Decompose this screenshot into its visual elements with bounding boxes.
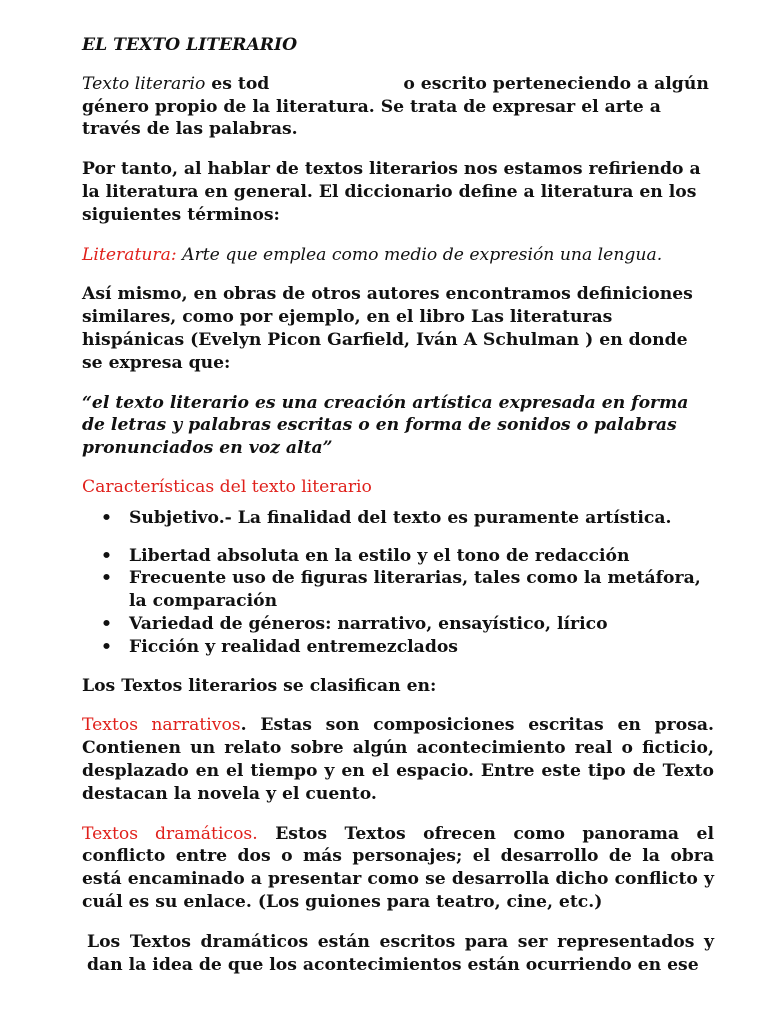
list-item: • Libertad absoluta en la estilo y el tono de redacción [101, 545, 630, 566]
intro-paragraph [82, 73, 714, 141]
definition-paragraph [82, 244, 714, 267]
list-item: • Subjetivo.- La finalidad del texto es puramente artística. [101, 507, 672, 528]
list-item: • Variedad de géneros: narrativo, ensayístico, lírico [101, 613, 608, 634]
last-paragraph: Los Textos dramáticos están escritos para ser representados y dan la idea de que los acontecimientos están ocurriendo en ese [87, 931, 714, 975]
definition-text: Arte que emplea como medio de expresión una lengua. [176, 244, 663, 265]
intro-text-end: o escrito perteneciendo a algún género propio de la literatura. Se trata de expresar el arte a través de las palabras. [82, 73, 709, 140]
dramatic-paragraph [82, 823, 714, 914]
narrative-paragraph [82, 714, 714, 805]
list-item: • Frecuente uso de figuras literarias, tales como la metáfora, la comparación [101, 568, 701, 612]
definition-label: Literatura: [82, 244, 177, 265]
bullet-icon: • [101, 507, 112, 528]
document-title: EL TEXTO LITERARIO [82, 35, 298, 55]
intro-term: Texto literario [82, 73, 206, 94]
classify-paragraph: Los Textos literarios se clasifican en: [82, 675, 437, 696]
dramatic-label: Textos dramáticos. [82, 823, 258, 844]
paragraph-authors: Así mismo, en obras de otros autores encontramos definiciones similares, como por ejemplo, en el libro Las literaturas hispánicas (Evelyn Picon Garfield, Iván A Schulman ) en donde se expresa que: [82, 284, 693, 373]
bullet-icon: • [101, 568, 112, 589]
bullet-icon: • [101, 545, 112, 566]
bullet-icon: • [101, 636, 112, 657]
narrative-label: Textos narrativos [82, 715, 241, 736]
dramatic-text: Estos Textos ofrecen como panorama el conflicto entre dos o más personajes; el desarrollo de la obra está encaminado a presentar como se desarrolla dicho conflicto y cuál es su enlace. (Los guiones para teatro, cine, etc.) [82, 823, 714, 912]
list-item: • Ficción y realidad entremezclados [101, 636, 458, 657]
quote-paragraph: “el texto literario es una creación artística expresada en forma de letras y palabras escritas o en forma de sonidos o palabras pronunciados en voz alta” [82, 392, 689, 459]
features-list [82, 507, 714, 659]
intro-text-start: es tod [205, 73, 270, 94]
paragraph-literature: Por tanto, al hablar de textos literarios nos estamos refiriendo a la literatura en general. El diccionario define a literatura en los siguientes términos: [82, 159, 701, 225]
bullet-icon: • [101, 613, 112, 634]
features-heading: Características del texto literario [82, 476, 372, 497]
narrative-text: . Estas son composiciones escritas en prosa. Contienen un relato sobre algún acontecimiento real o ficticio, desplazado en el tiempo y en el espacio. Entre este tipo de Texto destacan la novela y el cuento. [82, 715, 714, 804]
